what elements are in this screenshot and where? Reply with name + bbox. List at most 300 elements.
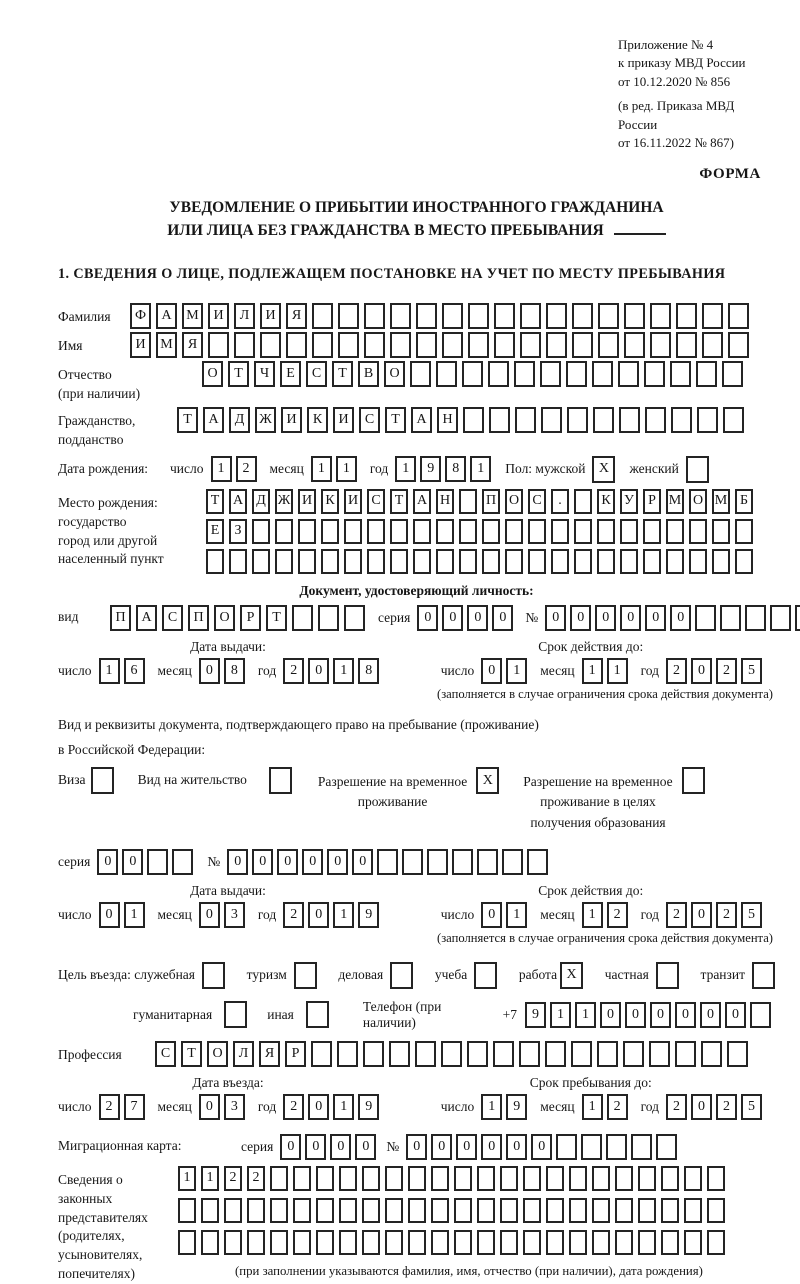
empty-cell: [643, 549, 661, 574]
empty-cell: [515, 407, 536, 433]
empty-cell: [735, 549, 753, 574]
char-cell: 0: [97, 849, 118, 875]
char-cell: 0: [330, 1134, 351, 1160]
month-label: месяц: [540, 662, 575, 678]
empty-cell: [408, 1166, 426, 1191]
char-cell: И: [344, 489, 362, 514]
empty-cell: [312, 303, 333, 329]
label-line: Сведения о: [58, 1171, 123, 1187]
empty-cell: [224, 1230, 242, 1255]
char-cell: 3: [224, 902, 245, 928]
phone-prefix: +7: [502, 1006, 517, 1022]
char-cell: 0: [406, 1134, 427, 1160]
restriction-note: (заполняется в случае ограничения срока действия документа): [437, 686, 773, 701]
residence-permit-label: Вид на жительство: [137, 772, 247, 788]
char-cell: 0: [650, 1002, 671, 1028]
empty-cell: [546, 1166, 564, 1191]
label-line: законных: [58, 1190, 113, 1206]
empty-cell: [385, 1166, 403, 1191]
purpose-private-checkbox: [656, 962, 679, 989]
char-cell: Т: [385, 407, 406, 433]
empty-cell: [306, 1001, 329, 1028]
entry-day: [99, 1094, 149, 1120]
representatives-note: (при заполнении указываются фамилия, имя, отчество (при наличии), дата рождения): [235, 1263, 703, 1278]
empty-cell: [477, 1166, 495, 1191]
representatives-rows: [178, 1166, 730, 1279]
empty-cell: [701, 1041, 722, 1067]
empty-cell: [574, 519, 592, 544]
empty-cell: [293, 1166, 311, 1191]
right-doc-valid-year: [666, 902, 766, 928]
label-line: попечителях): [58, 1266, 135, 1282]
stay-day: [481, 1094, 531, 1120]
empty-cell: [597, 1041, 618, 1067]
empty-cell: [482, 519, 500, 544]
empty-cell: [722, 361, 743, 387]
empty-cell: [689, 519, 707, 544]
doc-number-sign: №: [525, 609, 539, 625]
char-cell: 0: [467, 605, 488, 631]
empty-cell: [172, 849, 193, 875]
migration-card-label: Миграционная карта:: [58, 1138, 182, 1154]
empty-cell: [545, 1041, 566, 1067]
number-sign: №: [207, 853, 221, 869]
empty-cell: [567, 407, 588, 433]
char-cell: 1: [506, 658, 527, 684]
char-cell: 9: [525, 1002, 546, 1028]
char-cell: О: [202, 361, 223, 387]
label-line: от 10.12.2020 № 856: [618, 73, 731, 89]
temp-residence-edu-label: [523, 767, 672, 833]
empty-cell: [528, 519, 546, 544]
char-cell: 0: [492, 605, 513, 631]
empty-cell: [684, 1230, 702, 1255]
empty-cell: [338, 303, 359, 329]
char-cell: X: [560, 962, 583, 989]
empty-cell: [615, 1198, 633, 1223]
empty-cell: [338, 332, 359, 358]
empty-cell: [661, 1230, 679, 1255]
char-cell: 0: [442, 605, 463, 631]
right-doc-valid-month: [582, 902, 632, 928]
empty-cell: [546, 332, 567, 358]
char-cell: 0: [481, 1134, 502, 1160]
empty-cell: [598, 332, 619, 358]
empty-cell: [546, 1230, 564, 1255]
empty-cell: [727, 1041, 748, 1067]
empty-cell: [270, 1166, 288, 1191]
char-cell: Ж: [255, 407, 276, 433]
empty-cell: [581, 1134, 602, 1160]
char-cell: 0: [481, 658, 502, 684]
empty-cell: [413, 519, 431, 544]
label-line: город или другой: [58, 532, 158, 548]
char-cell: К: [307, 407, 328, 433]
char-cell: 0: [675, 1002, 696, 1028]
char-cell: 3: [224, 1094, 245, 1120]
stay-month: [582, 1094, 632, 1120]
empty-cell: [229, 549, 247, 574]
valid-until-heading: Срок действия до:: [538, 638, 644, 654]
citizenship-cells: [177, 407, 749, 433]
char-cell: Ж: [275, 489, 293, 514]
empty-cell: [728, 332, 749, 358]
stay-until-line: [441, 1094, 775, 1120]
empty-cell: [436, 361, 457, 387]
surname-field: [58, 303, 775, 329]
char-cell: 1: [333, 658, 354, 684]
right-doc-valid-line: [441, 902, 775, 928]
char-cell: 0: [625, 1002, 646, 1028]
empty-cell: [502, 849, 523, 875]
identity-issue-col: [58, 639, 441, 684]
birth-place-row2: [206, 519, 758, 544]
empty-cell: [723, 407, 744, 433]
empty-cell: [597, 549, 615, 574]
birth-place-row3: [206, 549, 758, 574]
empty-cell: [540, 361, 561, 387]
purpose-other-label: иная: [267, 1006, 294, 1022]
empty-cell: [649, 1041, 670, 1067]
visa-label: Виза: [58, 772, 86, 788]
day-label: число: [58, 906, 92, 922]
char-cell: С: [155, 1041, 176, 1067]
char-cell: 0: [327, 849, 348, 875]
char-cell: 0: [199, 658, 220, 684]
sex-female-label: женский: [629, 461, 679, 477]
label-line: населенный пункт: [58, 551, 164, 567]
purpose-humanitarian-checkbox: [224, 1001, 247, 1028]
char-cell: 2: [99, 1094, 120, 1120]
empty-cell: [377, 849, 398, 875]
label-line: (родителях,: [58, 1228, 125, 1244]
purpose-work-checkbox: [560, 962, 583, 989]
empty-cell: [650, 303, 671, 329]
empty-cell: [514, 361, 535, 387]
sex-female-checkbox: [686, 456, 709, 483]
empty-cell: [344, 605, 365, 631]
day-label: число: [440, 1098, 475, 1114]
birth-year-cells: [395, 456, 495, 482]
identity-doc-row: [58, 605, 775, 631]
purpose-study-checkbox: [474, 962, 497, 989]
empty-cell: [286, 332, 307, 358]
empty-cell: [697, 407, 718, 433]
empty-cell: [416, 303, 437, 329]
birth-place-rows: [206, 489, 758, 579]
empty-cell: [494, 332, 515, 358]
empty-cell: [541, 407, 562, 433]
char-cell: 1: [336, 456, 357, 482]
right-doc-issue-col: [58, 883, 441, 928]
right-doc-issue-month: [199, 902, 249, 928]
label-line: подданство: [58, 431, 124, 447]
empty-cell: [593, 407, 614, 433]
empty-cell: [415, 1041, 436, 1067]
char-cell: У: [620, 489, 638, 514]
char-cell: Ч: [254, 361, 275, 387]
empty-cell: [620, 549, 638, 574]
identity-valid-line: [441, 658, 775, 684]
label-line: Отчество: [58, 367, 112, 383]
empty-cell: [293, 1198, 311, 1223]
char-cell: С: [162, 605, 183, 631]
char-cell: 1: [575, 1002, 596, 1028]
empty-cell: [462, 361, 483, 387]
empty-cell: [670, 361, 691, 387]
purpose-humanitarian-label: гуманитарная: [133, 1006, 213, 1022]
empty-cell: [752, 962, 775, 989]
char-cell: 1: [481, 1094, 502, 1120]
empty-cell: [363, 1041, 384, 1067]
empty-cell: [689, 549, 707, 574]
empty-cell: [436, 549, 454, 574]
char-cell: 0: [545, 605, 566, 631]
empty-cell: [178, 1230, 196, 1255]
char-cell: 0: [645, 605, 666, 631]
empty-cell: [592, 1230, 610, 1255]
empty-cell: [452, 849, 473, 875]
empty-cell: [745, 605, 766, 631]
char-cell: И: [298, 489, 316, 514]
empty-cell: [364, 303, 385, 329]
year-label: год: [640, 1098, 659, 1114]
empty-cell: [454, 1230, 472, 1255]
empty-cell: [442, 332, 463, 358]
right-doc-line1: Вид и реквизиты документа, подтверждающего право на пребывание (проживание): [58, 716, 539, 732]
patronymic-cells: [202, 361, 748, 387]
char-cell: А: [203, 407, 224, 433]
char-cell: 2: [607, 902, 628, 928]
stay-until-col: [441, 1075, 775, 1120]
empty-cell: [505, 549, 523, 574]
char-cell: 1: [333, 902, 354, 928]
empty-cell: [493, 1041, 514, 1067]
right-doc-valid-day: [481, 902, 531, 928]
char-cell: С: [359, 407, 380, 433]
empty-cell: [519, 1041, 540, 1067]
char-cell: X: [592, 456, 615, 483]
purpose-work-label: работа: [518, 967, 558, 983]
doc-series-cells: [417, 605, 517, 631]
right-doc-series-cells: [97, 849, 197, 875]
empty-cell: [275, 549, 293, 574]
char-cell: К: [321, 489, 339, 514]
char-cell: 2: [236, 456, 257, 482]
empty-cell: [592, 1166, 610, 1191]
label-line: получения образования: [530, 814, 666, 830]
day-label: число: [58, 1098, 92, 1114]
empty-cell: [644, 361, 665, 387]
empty-cell: [676, 332, 697, 358]
empty-cell: [408, 1230, 426, 1255]
label-line: усыновителях,: [58, 1247, 143, 1263]
right-doc-dates: [58, 883, 775, 928]
form-label: ФОРМА: [699, 165, 761, 182]
empty-cell: [364, 332, 385, 358]
empty-cell: [574, 549, 592, 574]
month-label: месяц: [540, 906, 575, 922]
empty-cell: [686, 456, 709, 483]
empty-cell: [410, 361, 431, 387]
profession-field: [58, 1041, 775, 1067]
char-cell: 2: [224, 1166, 242, 1191]
empty-cell: [666, 549, 684, 574]
empty-cell: [442, 303, 463, 329]
right-doc-issue-line: [58, 902, 441, 928]
temp-residence-option: [318, 767, 499, 813]
char-cell: О: [207, 1041, 228, 1067]
empty-cell: [569, 1198, 587, 1223]
doc-kind-label: вид: [58, 609, 79, 625]
empty-cell: [620, 519, 638, 544]
year-label: год: [369, 461, 389, 477]
char-cell: 0: [280, 1134, 301, 1160]
right-doc-heading: [58, 712, 775, 763]
label-line: (в ред. Приказа МВД России: [618, 98, 735, 132]
char-cell: 2: [716, 902, 737, 928]
char-cell: 2: [283, 902, 304, 928]
char-cell: А: [413, 489, 431, 514]
purpose-tourism-label: туризм: [246, 967, 287, 983]
empty-cell: [675, 1041, 696, 1067]
empty-cell: [293, 1230, 311, 1255]
empty-cell: [252, 549, 270, 574]
empty-cell: [656, 1134, 677, 1160]
label-line: представителях: [58, 1209, 148, 1225]
char-cell: М: [182, 303, 203, 329]
char-cell: 7: [124, 1094, 145, 1120]
birth-place-row1: [206, 489, 758, 514]
empty-cell: [344, 549, 362, 574]
empty-cell: [454, 1166, 472, 1191]
day-label: число: [170, 461, 204, 477]
label-line: от 16.11.2022 № 867): [618, 135, 735, 151]
char-cell: Н: [437, 407, 458, 433]
section1-heading: 1. СВЕДЕНИЯ О ЛИЦЕ, ПОДЛЕЖАЩЕМ ПОСТАНОВКЕ НА УЧЕТ ПО МЕСТУ ПРЕБЫВАНИЯ: [58, 266, 726, 283]
char-cell: Т: [390, 489, 408, 514]
empty-cell: [390, 962, 413, 989]
char-cell: 1: [470, 456, 491, 482]
identity-doc-heading: Документ, удостоверяющий личность:: [299, 582, 534, 598]
series-label: серия: [58, 853, 91, 869]
char-cell: Л: [234, 303, 255, 329]
number-sign: №: [386, 1138, 400, 1154]
empty-cell: [390, 519, 408, 544]
temp-residence-checkbox: [476, 767, 499, 794]
doc-number-cells: [545, 605, 800, 631]
char-cell: Д: [252, 489, 270, 514]
year-label: год: [257, 906, 277, 922]
char-cell: 2: [666, 658, 687, 684]
empty-cell: [572, 332, 593, 358]
empty-cell: [468, 303, 489, 329]
empty-cell: [638, 1230, 656, 1255]
char-cell: И: [333, 407, 354, 433]
sex-male-checkbox: [592, 456, 615, 483]
empty-cell: [427, 849, 448, 875]
day-label: число: [58, 662, 92, 678]
sex-male-label: Пол: мужской: [505, 461, 586, 477]
empty-cell: [482, 549, 500, 574]
char-cell: 0: [302, 849, 323, 875]
empty-cell: [224, 1001, 247, 1028]
empty-cell: [294, 962, 317, 989]
empty-cell: [656, 962, 679, 989]
doc-series-label: серия: [378, 609, 411, 625]
empty-cell: [390, 332, 411, 358]
month-label: месяц: [157, 662, 192, 678]
empty-cell: [624, 303, 645, 329]
empty-cell: [528, 549, 546, 574]
phone-cells: [525, 1002, 775, 1028]
empty-cell: [606, 1134, 627, 1160]
empty-cell: [707, 1166, 725, 1191]
name-label: Имя: [58, 338, 83, 354]
empty-cell: [592, 1198, 610, 1223]
char-cell: 8: [224, 658, 245, 684]
empty-cell: [147, 849, 168, 875]
label-line: Гражданство,: [58, 413, 136, 428]
purpose-transit-label: транзит: [700, 967, 745, 983]
char-cell: 0: [595, 605, 616, 631]
char-cell: Р: [643, 489, 661, 514]
empty-cell: [431, 1166, 449, 1191]
empty-cell: [676, 303, 697, 329]
char-cell: Т: [177, 407, 198, 433]
empty-cell: [416, 332, 437, 358]
char-cell: Я: [286, 303, 307, 329]
char-cell: 0: [277, 849, 298, 875]
char-cell: 0: [417, 605, 438, 631]
char-cell: П: [188, 605, 209, 631]
char-cell: 0: [691, 658, 712, 684]
empty-cell: [551, 549, 569, 574]
empty-cell: [750, 1002, 771, 1028]
char-cell: Ф: [130, 303, 151, 329]
representatives-field: [58, 1166, 775, 1284]
char-cell: К: [597, 489, 615, 514]
empty-cell: [270, 1230, 288, 1255]
identity-valid-day: [481, 658, 531, 684]
identity-issue-day: [99, 658, 149, 684]
representatives-label: [58, 1166, 178, 1284]
right-doc-type-row: [58, 767, 775, 833]
char-cell: 0: [725, 1002, 746, 1028]
birth-month-cells: [311, 456, 361, 482]
empty-cell: [520, 303, 541, 329]
representatives-row2: [178, 1198, 730, 1223]
visa-option: [58, 767, 114, 794]
empty-cell: [431, 1198, 449, 1223]
empty-cell: [463, 407, 484, 433]
char-cell: 0: [308, 658, 329, 684]
char-cell: Д: [229, 407, 250, 433]
char-cell: Т: [206, 489, 224, 514]
empty-cell: [318, 605, 339, 631]
empty-cell: [311, 1041, 332, 1067]
right-doc-line2: в Российской Федерации:: [58, 742, 206, 758]
identity-valid-year: [666, 658, 766, 684]
profession-label: Профессия: [58, 1046, 122, 1062]
char-cell: 1: [582, 658, 603, 684]
empty-cell: [202, 962, 225, 989]
order-reference: [618, 36, 775, 153]
empty-cell: [316, 1230, 334, 1255]
empty-cell: [208, 332, 229, 358]
char-cell: 6: [124, 658, 145, 684]
empty-cell: [592, 361, 613, 387]
